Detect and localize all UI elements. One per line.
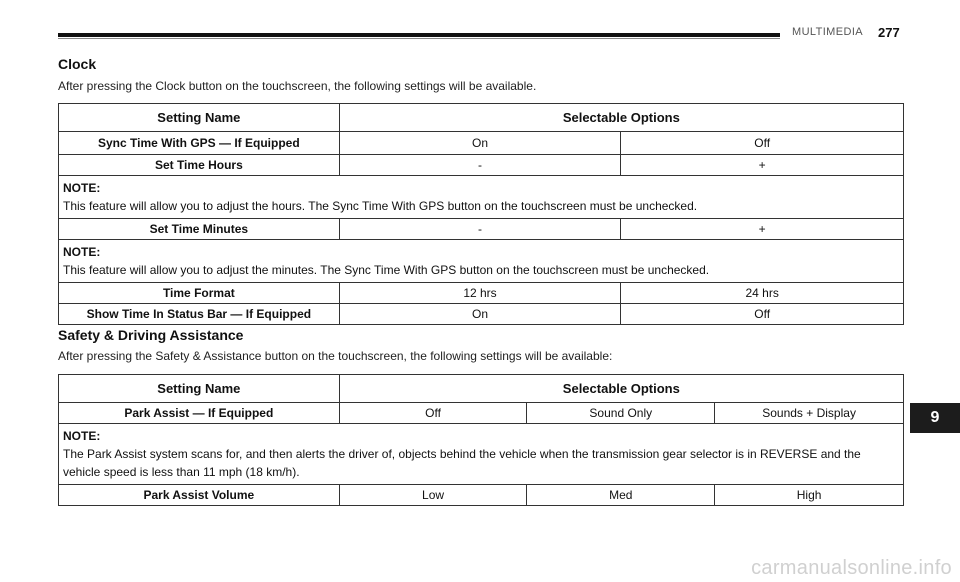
- option-value: On: [339, 132, 621, 155]
- option-value: +: [621, 155, 904, 176]
- table-row: [59, 219, 904, 240]
- option-value: Sounds + Display: [715, 403, 904, 424]
- note-label: NOTE:: [63, 181, 101, 195]
- option-value: +: [621, 219, 904, 240]
- clock-heading: Clock: [58, 56, 97, 72]
- option-value: Off: [621, 304, 904, 325]
- table-row: [59, 132, 904, 155]
- watermark: carmanualsonline.info: [751, 557, 952, 579]
- option-value: 12 hrs: [339, 283, 621, 304]
- note-cell: [59, 176, 904, 219]
- note-row: [59, 424, 904, 485]
- setting-name: Time Format: [59, 283, 340, 304]
- clock-settings-table: [58, 103, 904, 325]
- option-value: Med: [527, 485, 715, 506]
- column-header-options: Selectable Options: [339, 375, 903, 403]
- note-text: This feature will allow you to adjust the hours. The Sync Time With GPS button on the touchscreen must be unchecked.: [63, 199, 698, 213]
- clock-intro: After pressing the Clock button on the touchscreen, the following settings will be available.: [58, 79, 537, 93]
- table-header-row: [59, 104, 904, 132]
- column-header-setting: Setting Name: [59, 375, 340, 403]
- setting-name: Show Time In Status Bar — If Equipped: [59, 304, 340, 325]
- table-header-row: [59, 375, 904, 403]
- option-value: Off: [621, 132, 904, 155]
- table-row: [59, 155, 904, 176]
- table-row: [59, 403, 904, 424]
- page-number: 277: [878, 25, 900, 40]
- note-label: NOTE:: [63, 429, 101, 443]
- setting-name: Park Assist Volume: [59, 485, 340, 506]
- option-value: -: [339, 155, 621, 176]
- option-value: 24 hrs: [621, 283, 904, 304]
- option-value: On: [339, 304, 621, 325]
- setting-name: Sync Time With GPS — If Equipped: [59, 132, 340, 155]
- table-row: [59, 283, 904, 304]
- column-header-options: Selectable Options: [339, 104, 903, 132]
- note-row: [59, 176, 904, 219]
- note-label: NOTE:: [63, 245, 101, 259]
- setting-name: Set Time Minutes: [59, 219, 340, 240]
- header-rule: [58, 33, 780, 37]
- chapter-tab[interactable]: 9: [910, 403, 960, 433]
- column-header-setting: Setting Name: [59, 104, 340, 132]
- option-value: Off: [339, 403, 527, 424]
- section-title: MULTIMEDIA: [792, 26, 864, 38]
- note-cell: [59, 424, 904, 485]
- safety-heading: Safety & Driving Assistance: [58, 327, 244, 343]
- note-row: [59, 240, 904, 283]
- note-text: This feature will allow you to adjust the minutes. The Sync Time With GPS button on the touchscreen must be unchecked.: [63, 263, 710, 277]
- safety-intro: After pressing the Safety & Assistance button on the touchscreen, the following settings will be available:: [58, 349, 613, 363]
- setting-name: Set Time Hours: [59, 155, 340, 176]
- note-text: The Park Assist system scans for, and then alerts the driver of, objects behind the vehicle when the transmission gear selector is in REVERSE and the vehicle speed is less than 11 mph (18 km/h).: [63, 447, 861, 479]
- header-rule-thin: [58, 38, 780, 39]
- option-value: Sound Only: [527, 403, 715, 424]
- setting-name: Park Assist — If Equipped: [59, 403, 340, 424]
- safety-settings-table: [58, 374, 904, 506]
- option-value: -: [339, 219, 621, 240]
- note-cell: [59, 240, 904, 283]
- table-row: [59, 485, 904, 506]
- table-row: [59, 304, 904, 325]
- option-value: Low: [339, 485, 527, 506]
- option-value: High: [715, 485, 904, 506]
